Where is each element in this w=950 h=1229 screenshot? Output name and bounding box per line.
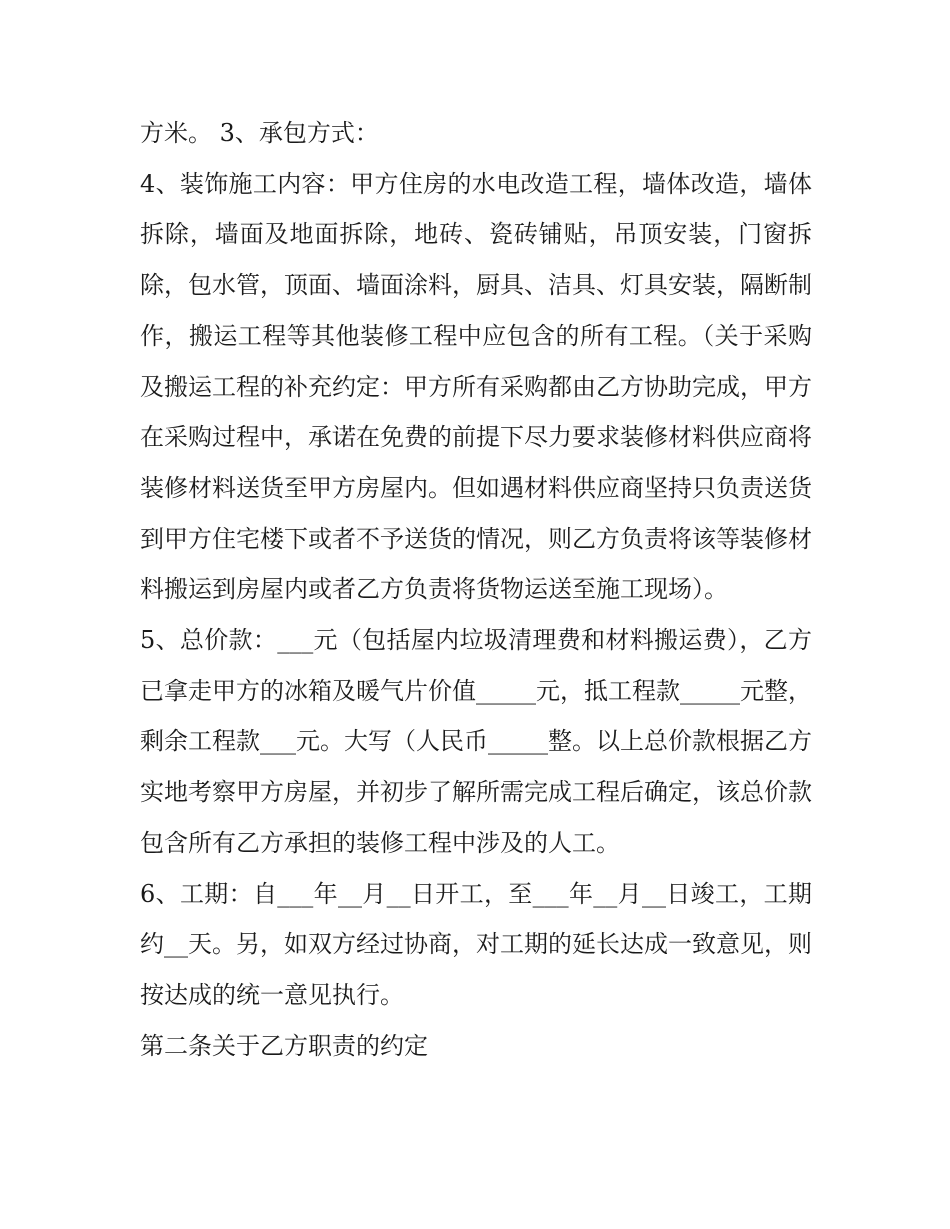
paragraph-contract-method: 方米。 3、承包方式：	[140, 119, 379, 147]
paragraph-construction-content: 4、装饰施工内容：甲方住房的水电改造工程，墙体改造，墙体拆除，墙面及地面拆除，地砖、瓷砖铺贴，吊顶安装，门窗拆除，包水管，顶面、墙面涂料，厨具、洁具、灯具安装，隔断制作，搬运工程等其他装修工程中应包含的所有工程。（关于采购及搬运工程的补充约定：甲方所有采购都由乙方协助完成，甲方在采购过程中，承诺在免费的前提下尽力要求装修材料供应商将装修材料送货至甲方房屋内。但如遇材料供应商坚持只负责送货到甲方住宅楼下或者不予送货的情况，则乙方负责将该等装修材料搬运到房屋内或者乙方负责将货物运送至施工现场）。	[140, 169, 812, 604]
section-heading-article-two: 第二条关于乙方职责的约定	[140, 1031, 428, 1060]
document-body	[140, 108, 812, 1071]
paragraph-total-price: 5、总价款：___元（包括屋内垃圾清理费和材料搬运费），乙方已拿走甲方的冰箱及暖气片价值_____元，抵工程款_____元整，剩余工程款___元。大写（人民币_____整。以上总价款根据乙方实地考察甲方房屋，并初步了解所需完成工程后确定，该总价款包含所有乙方承担的装修工程中涉及的人工。	[140, 626, 812, 857]
paragraph-construction-period: 6、工期：自___年__月__日开工，至___年__月__日竣工，工期约__天。另，如双方经过协商，对工期的延长达成一致意见，则按达成的统一意见执行。	[140, 879, 812, 1009]
